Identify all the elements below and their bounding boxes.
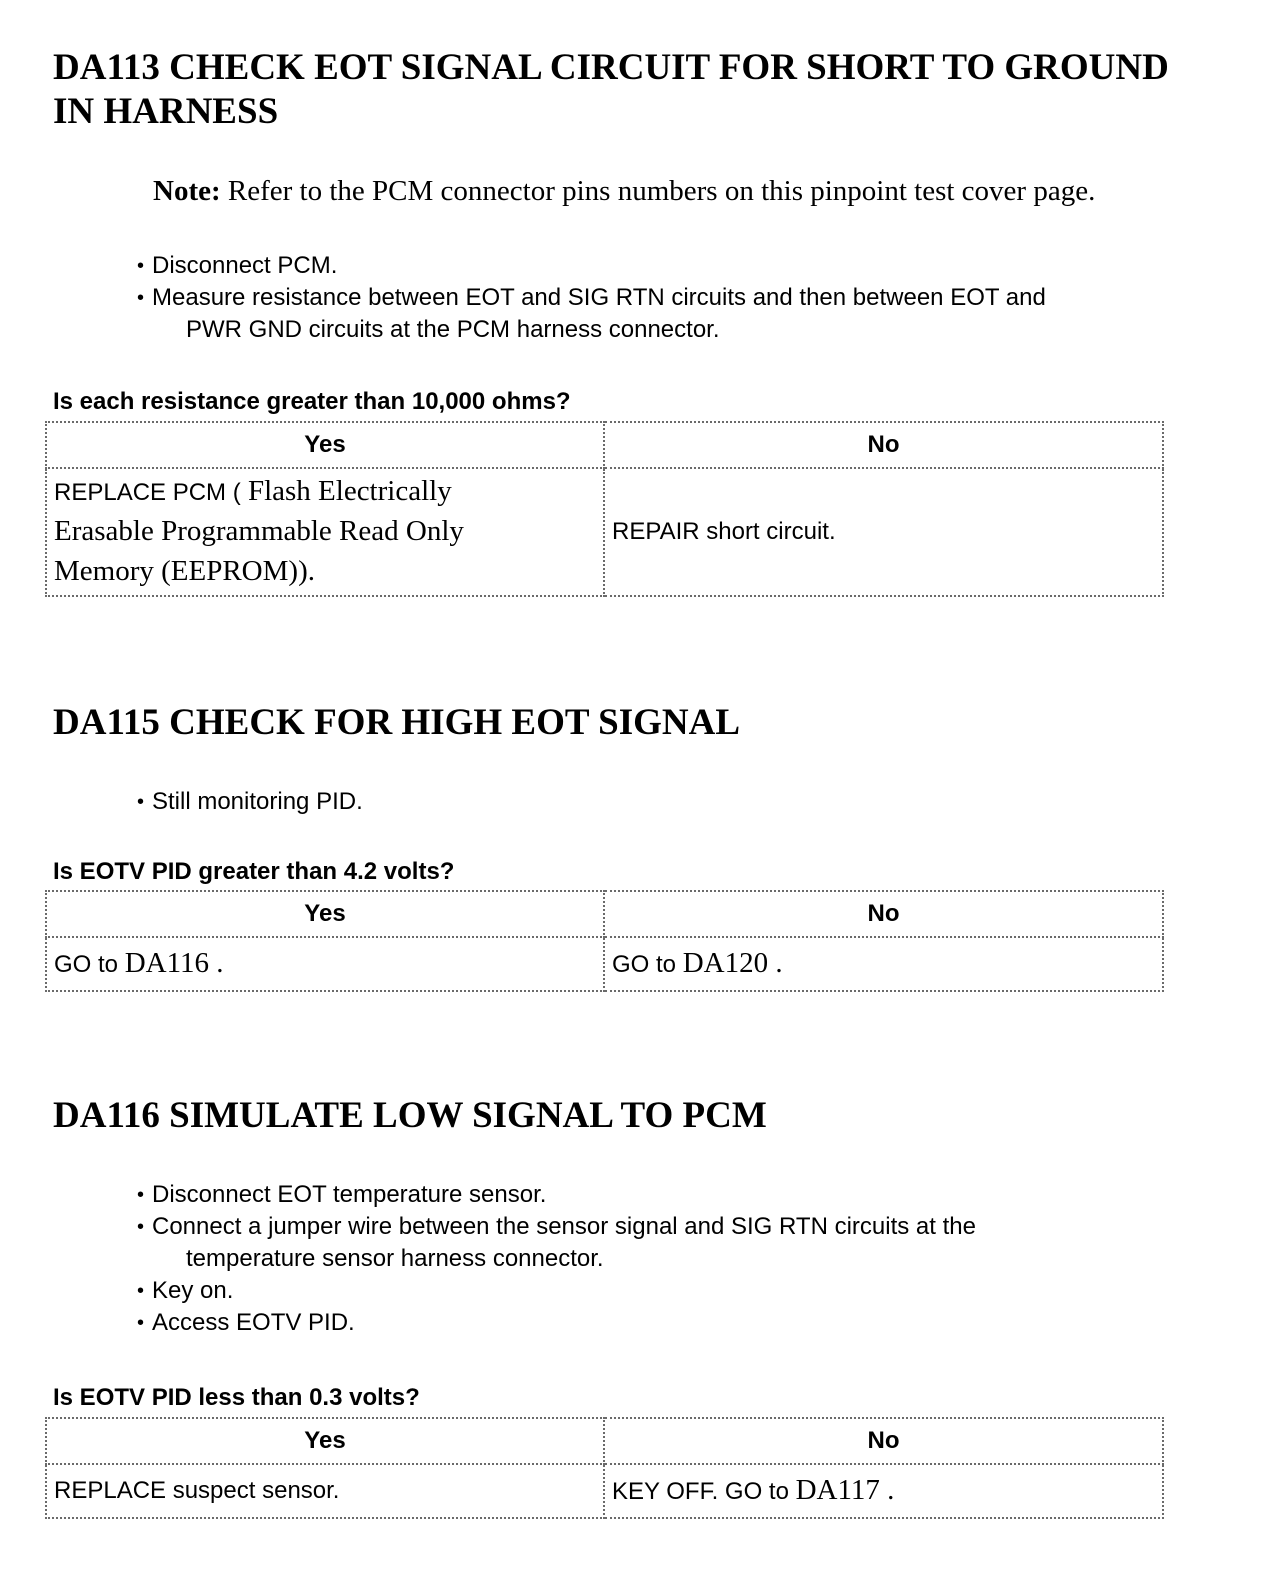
bullet-icon: • <box>137 1216 145 1238</box>
bullet-icon: • <box>137 1312 145 1334</box>
question-da116: Is EOTV PID less than 0.3 volts? <box>53 1384 420 1411</box>
bullet-icon: • <box>137 1184 145 1206</box>
yes-cell-detail-1: Flash Electrically <box>240 475 452 507</box>
bullet-icon: • <box>137 255 145 277</box>
section-heading-da116: DA116 SIMULATE LOW SIGNAL TO PCM <box>53 1095 767 1136</box>
step-text-continued: PWR GND circuits at the PCM harness connector. <box>186 316 720 343</box>
no-cell-action: GO to <box>612 951 683 978</box>
step-list-da116 <box>135 1179 1215 1339</box>
goto-link-da116[interactable]: DA116 . <box>124 947 224 979</box>
step-text: Key on. <box>152 1277 234 1304</box>
step-text-continued: temperature sensor harness connector. <box>186 1245 604 1272</box>
yes-cell-action: REPLACE PCM ( <box>54 479 241 506</box>
note-text: Refer to the PCM connector pins numbers on this pinpoint test cover page. <box>220 175 1096 207</box>
yes-header: Yes <box>46 891 604 937</box>
step-text: Connect a jumper wire between the sensor signal and SIG RTN circuits at the <box>152 1213 976 1240</box>
note-label: Note: <box>153 175 221 207</box>
step-item <box>135 1307 1215 1339</box>
step-item <box>135 250 1215 282</box>
no-cell <box>604 1464 1163 1518</box>
step-item <box>135 1179 1215 1211</box>
no-header: No <box>604 1418 1163 1464</box>
goto-link-da117[interactable]: DA117 . <box>795 1474 895 1506</box>
step-list-da113 <box>135 250 1215 346</box>
yes-header: Yes <box>46 422 604 468</box>
goto-link-da120[interactable]: DA120 . <box>682 947 783 979</box>
bullet-icon: • <box>137 1280 145 1302</box>
no-cell-action: KEY OFF. GO to <box>612 1478 796 1505</box>
heading-line-2: IN HARNESS <box>53 91 279 132</box>
step-text: Disconnect EOT temperature sensor. <box>152 1181 547 1208</box>
result-table-da113 <box>45 421 1164 597</box>
step-text: Access EOTV PID. <box>152 1309 355 1336</box>
yes-cell-detail-3: Memory (EEPROM)). <box>54 555 315 587</box>
yes-header: Yes <box>46 1418 604 1464</box>
heading-line-1: DA113 CHECK EOT SIGNAL CIRCUIT FOR SHORT TO GROUND <box>53 47 1169 88</box>
yes-cell: REPLACE suspect sensor. <box>46 1464 604 1518</box>
section-heading-da113 <box>53 46 1248 134</box>
step-item <box>135 1275 1215 1307</box>
step-item <box>135 282 1215 346</box>
section-heading-da115: DA115 CHECK FOR HIGH EOT SIGNAL <box>53 702 741 743</box>
no-cell <box>604 937 1163 991</box>
yes-cell-detail-2: Erasable Programmable Read Only <box>54 515 464 547</box>
step-item <box>135 1211 1215 1275</box>
step-text: Disconnect PCM. <box>152 252 338 279</box>
yes-cell <box>46 937 604 991</box>
step-item <box>135 786 1215 818</box>
question-da113: Is each resistance greater than 10,000 ohms? <box>53 388 571 415</box>
bullet-icon: • <box>137 791 145 813</box>
yes-cell-action: GO to <box>54 951 125 978</box>
step-list-da115 <box>135 786 1215 818</box>
yes-cell <box>46 468 604 596</box>
result-table-da116 <box>45 1417 1164 1519</box>
question-da115: Is EOTV PID greater than 4.2 volts? <box>53 858 455 885</box>
no-header: No <box>604 891 1163 937</box>
note <box>153 174 1095 208</box>
step-text: Measure resistance between EOT and SIG RTN circuits and then between EOT and <box>152 284 1046 311</box>
step-text: Still monitoring PID. <box>152 788 363 815</box>
no-header: No <box>604 422 1163 468</box>
result-table-da115 <box>45 890 1164 992</box>
no-cell: REPAIR short circuit. <box>604 468 1163 596</box>
bullet-icon: • <box>137 287 145 309</box>
